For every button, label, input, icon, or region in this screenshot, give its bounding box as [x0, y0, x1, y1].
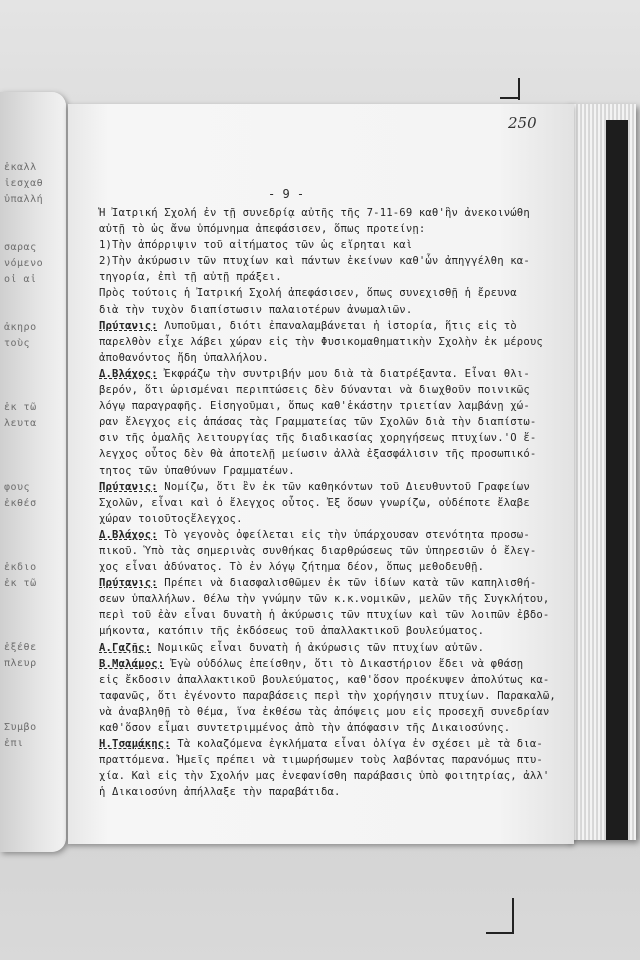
line-text: σεων ὑπαλλήλων. Θέλω τὴν γνώμην τῶν κ.κ.νομικῶν, μελῶν τῆς Συγκλήτου, [99, 593, 550, 606]
text-line [99, 640, 569, 656]
line-text: Νομικῶς εἶναι δυνατὴ ἡ ἀκύρωσις τῶν πτυχίων αὐτῶν. [151, 641, 485, 654]
text-line [99, 720, 569, 736]
book-cover-edge [606, 120, 628, 840]
line-text: Νομίζω, ὅτι ἓν ἐκ τῶν καθηκόντων τοῦ Διευθυντοῦ Γραφείων [157, 480, 530, 493]
text-line [99, 784, 569, 800]
speaker-name: Β.Μαλάμος: [99, 657, 165, 670]
text-line [99, 414, 569, 430]
text-line [99, 704, 569, 720]
text-line [99, 591, 569, 607]
line-text: διὰ τὴν τυχὸν διαπίστωσιν παλαιοτέρων ἀνωμαλιῶν. [99, 303, 413, 316]
text-line [99, 269, 569, 285]
text-line [99, 446, 569, 462]
crop-mark [486, 932, 514, 934]
speaker-name: Δ.Βλάχος: [99, 367, 158, 380]
line-text: εἰς ἔκδοσιν ἀπαλλακτικοῦ βουλεύματος, καθ'ὅσον προέκυψεν ἀπολύτως κα- [99, 673, 550, 686]
line-text: 2)Τὴν ἀκύρωσιν τῶν πτυχίων καὶ πάντων ἐκείνων καθ'ὧν ἀπηγγέλθη κα- [99, 255, 530, 268]
speaker-name: Α.Γαζῆς: [99, 641, 152, 654]
line-text: Ἐκφράζω τὴν συντριβήν μου διὰ τὰ διατρέξαντα. Εἶναι θλι- [157, 367, 530, 380]
line-text: 1)Τὴν ἀπόρριψιν τοῦ αἰτήματος τῶν ὡς εἴρηται καὶ [99, 239, 413, 252]
line-text: παρελθὸν εἶχε λάβει χώραν εἰς τὴν Φυσικομαθηματικὴν Σχολὴν ἐκ μέρους [99, 335, 543, 348]
text-line [99, 398, 569, 414]
line-text: ταφανῶς, ὅτι ἐγένοντο παραβάσεις περὶ τὴν χορήγησιν πτυχίων. Παρακαλῶ, [99, 689, 556, 702]
line-text: πραττόμενα. Ἡμεῖς πρέπει νὰ τιμωρήσωμεν τοὺς λαβόντας παρανόμως πτυ- [99, 754, 543, 767]
line-text: νὰ ἀναβληθῇ τὸ θέμα, ἵνα ἐκθέσω τὰς ἀπόψεις μου εἰς προσεχῆ συνεδρίαν [99, 705, 550, 718]
text-line [99, 656, 569, 672]
text-line [99, 479, 569, 495]
facing-page-edge: ἐκαλλ ἰεσχαθ ὑπαλλή σαρας νόμενο οἱ αἰ ἀκηρο τοὺς ἐκ τῶ λευτα φους ἐκθέσ ἐκδιο ἐκ τῶ ἐξέθε πλευρ Συμβο ἐπι [0, 92, 66, 852]
line-text: σιν τῆς ὁμαλῆς λειτουργίας τῆς διαδικασίας χορηγήσεως πτυχίων.'Ο ἔ- [99, 432, 537, 445]
line-text: μήκοντα, κατόπιν τῆς ἐκδόσεως τοῦ ἀπαλλακτικοῦ βουλεύματος. [99, 625, 485, 638]
text-line [99, 302, 569, 318]
text-line [99, 430, 569, 446]
minutes-text [99, 205, 569, 800]
text-line [99, 205, 569, 221]
crop-mark [500, 97, 520, 99]
line-text: Λυποῦμαι, διότι ἐπαναλαμβάνεται ἡ ἱστορία, ἥτις εἰς τὸ [157, 319, 517, 332]
text-line [99, 623, 569, 639]
line-text: Πρέπει νὰ διασφαλισθῶμεν ἐκ τῶν ἰδίων κατὰ τῶν καπηλισθή- [157, 577, 537, 590]
text-line [99, 527, 569, 543]
line-text: αὐτῇ τὸ ὡς ἄνω ὑπόμνημα ἀπεφάσισεν, ὅπως προτείνῃ: [99, 223, 426, 236]
line-text: τηγορία, ἐπὶ τῇ αὐτῇ πράξει. [99, 271, 282, 284]
line-text: χώραν τοιοῦτοςἔλεγχος. [99, 512, 243, 525]
text-line [99, 285, 569, 301]
text-line [99, 253, 569, 269]
text-line [99, 575, 569, 591]
text-line [99, 463, 569, 479]
line-text: λόγῳ παραγραφῆς. Εἰσηγοῦμαι, ὅπως καθ'ἑκάστην τριετίαν λαμβάνῃ χώ- [99, 400, 530, 413]
line-text: Ἐγὼ οὐδόλως ἐπείσθην, ὅτι τὸ Δικαστήριον ἔδει νὰ φθάσῃ [164, 657, 524, 670]
text-line [99, 559, 569, 575]
line-text: χος εἶναι ἀδύνατος. Τὸ ἐν λόγῳ ζήτημα δέον, ὅπως μεθοδευθῇ. [99, 561, 485, 574]
text-line [99, 221, 569, 237]
crop-mark [512, 898, 514, 934]
text-line [99, 768, 569, 784]
text-line [99, 237, 569, 253]
line-text: ἡ Δικαιοσύνη ἀπήλλαξε τὴν παραβάτιδα. [99, 786, 341, 799]
text-line [99, 752, 569, 768]
speaker-name: Δ.Βλάχος: [99, 528, 158, 541]
text-line [99, 350, 569, 366]
text-line [99, 495, 569, 511]
speaker-name: Η.Τσαμάκης: [99, 738, 171, 751]
text-line [99, 672, 569, 688]
line-text: λεγχος οὗτος δὲν θὰ ἀποτελῇ μείωσιν ἀλλὰ ἐξασφάλισιν τῆς προσωπικό- [99, 448, 537, 461]
line-text: καθ'ὅσον εἶμαι συντετριμμένος ἀπὸ τὴν ἀπόφασιν τῆς Δικαιοσύνης. [99, 722, 511, 734]
line-text: Πρὸς τούτοις ἡ Ἰατρική Σχολή ἀπεφάσισεν, ὅπως συνεχισθῇ ἡ ἔρευνα [99, 287, 517, 300]
text-line [99, 334, 569, 350]
line-text: χία. Καὶ εἰς τὴν Σχολήν μας ἐνεφανίσθη παράβασις ὑπὸ φοιτητρίας, ἀλλ' [99, 770, 550, 783]
text-line [99, 382, 569, 398]
text-line [99, 688, 569, 704]
line-text: πικοῦ. Ὑπὸ τὰς σημερινὰς συνθήκας διαρθρώσεως τῶν ὑπηρεσιῶν ὁ ἔλεγ- [99, 544, 537, 557]
line-text: Τὸ γεγονὸς ὀφείλεται εἰς τὴν ὑπάρχουσαν στενότητα προσω- [157, 528, 530, 541]
speaker-name: Πρύτανις: [99, 319, 158, 332]
line-text: ἀποθανόντος ἤδη ὑπαλλήλου. [99, 351, 269, 364]
text-line [99, 511, 569, 527]
folio-number: 250 [508, 114, 537, 132]
text-line [99, 318, 569, 334]
text-line [99, 736, 569, 752]
line-text: Ἡ Ἰατρική Σχολή ἐν τῇ συνεδρίᾳ αὐτῆς τῆς 7-11-69 καθ'ἣν ἀνεκοινώθη [99, 207, 530, 219]
line-text: Σχολῶν, εἶναι καὶ ὁ ἔλεγχος οὗτος. Ἐξ ὅσων γνωρίζω, οὐδέποτε ἔλαβε [99, 496, 530, 509]
line-text: τητος τῶν ὑπαθύνων Γραμματέων. [99, 464, 295, 477]
speaker-name: Πρύτανις: [99, 577, 158, 590]
text-line [99, 543, 569, 559]
text-line [99, 607, 569, 623]
page-header: - 9 - [268, 187, 305, 201]
line-text: βερόν, ὅτι ὡρισμέναι περιπτώσεις δὲν δύνανται νὰ διωχθοῦν ποινικῶς [99, 384, 530, 397]
line-text: Τὰ κολαζόμενα ἐγκλήματα εἶναι ὀλίγα ἐν σχέσει μὲ τὰ δια- [170, 738, 543, 751]
line-text: περὶ τοῦ ἐὰν εἶναι δυνατὴ ἡ ἀκύρωσις τῶν πτυχίων καὶ τῶν λοιπῶν ἐβδο- [99, 609, 550, 622]
text-line [99, 366, 569, 382]
speaker-name: Πρύτανις: [99, 480, 158, 493]
line-text: ραν ἔλεγχος εἰς ἁπάσας τὰς Γραμματείας τῶν Σχολῶν διὰ τὴν διαπίστω- [99, 416, 537, 429]
